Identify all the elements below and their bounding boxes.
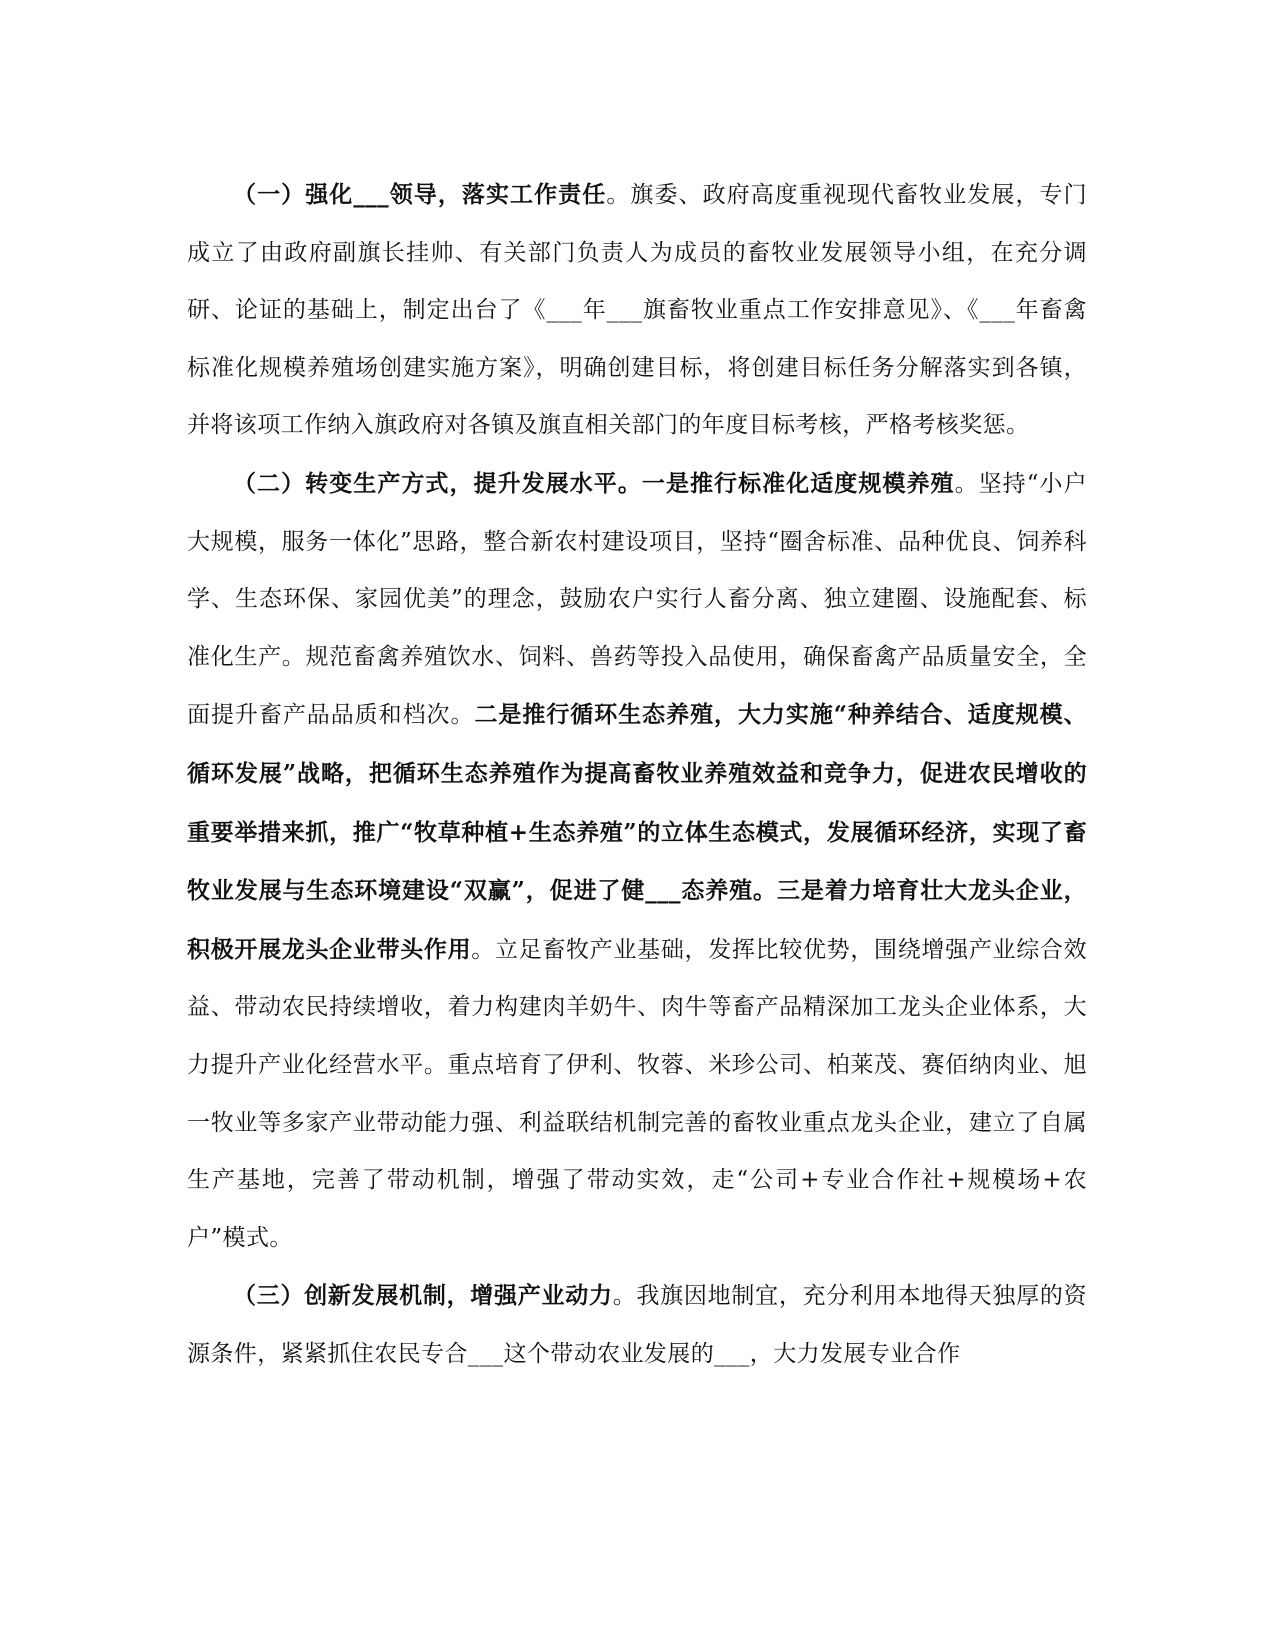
section-heading-1: （一）强化___领导，落实工作责任 (233, 181, 607, 208)
paragraph-text: 。旗委、政府高度重视现代畜牧业发展，专门成立了由政府副旗长挂帅、有关部门负责人为成员的畜牧业发展领导小组，在充分调研、论证的基础上，制定出台了《___年___旗畜牧业重点工作安排意见》、《___年畜禽标准化规模养殖场创建实施方案》，明确创建目标，将创建目标任务分解落实到各镇，并将该项工作纳入旗政府对各镇及旗直相关部门的年度目标考核，严格考核奖惩。 (187, 182, 1087, 439)
paragraph-text: 。立足畜牧产业基础，发挥比较优势，围绕增强产业综合效益、带动农民持续增收，着力构建肉羊奶牛、肉牛等畜产品精深加工龙头企业体系，大力提升产业化经营水平。重点培育了伊利、牧蓉、米珍公司、柏莱茂、赛佰纳肉业、旭一牧业等多家产业带动能力强、利益联结机制完善的畜牧业重点龙头企业，建立了自属生产基地，完善了带动机制，增强了带动实效，走“公司+专业合作社+规模场+农户”模式。 (187, 936, 1087, 1251)
paragraph-3 (187, 1267, 1087, 1383)
paragraph-1 (187, 166, 1087, 455)
document-body (187, 166, 1087, 1383)
paragraph-text: 。我旗因地制宜，充分利用本地得天独厚的资源条件，紧紧抓住农民专合___这个带动农业发展的___，大力发展专业合作 (187, 1283, 1087, 1367)
bold-passage: 二是推行循环生态养殖，大力实施“种养结合、适度规模、循环发展”战略，把循环生态养殖作为提高畜牧业养殖效益和竞争力，促进农民增收的重要举措来抓，推广“牧草种植+生态养殖”的立体生态模式，发展循环经济，实现了畜牧业发展与生态环境建设“双赢”，促进了健___态养殖。三是着力培育壮大龙头企业，积极开展龙头企业带头作用 (187, 701, 1087, 963)
section-heading-3: （三）创新发展机制，增强产业动力 (233, 1282, 613, 1310)
section-heading-2: （二）转变生产方式，提升发展水平。一是推行标准化适度规模养殖 (233, 469, 955, 497)
paragraph-2 (187, 455, 1087, 1267)
paragraph-text: 。坚持“小户大规模，服务一体化”思路，整合新农村建设项目，坚持“圈舍标准、品种优良、饲养科学、生态环保、家园优美”的理念，鼓励农户实行人畜分离、独立建圈、设施配套、标准化生产。规范畜禽养殖饮水、饲料、兽药等投入品使用，确保畜禽产品质量安全，全面提升畜产品品质和档次。 (187, 470, 1087, 729)
